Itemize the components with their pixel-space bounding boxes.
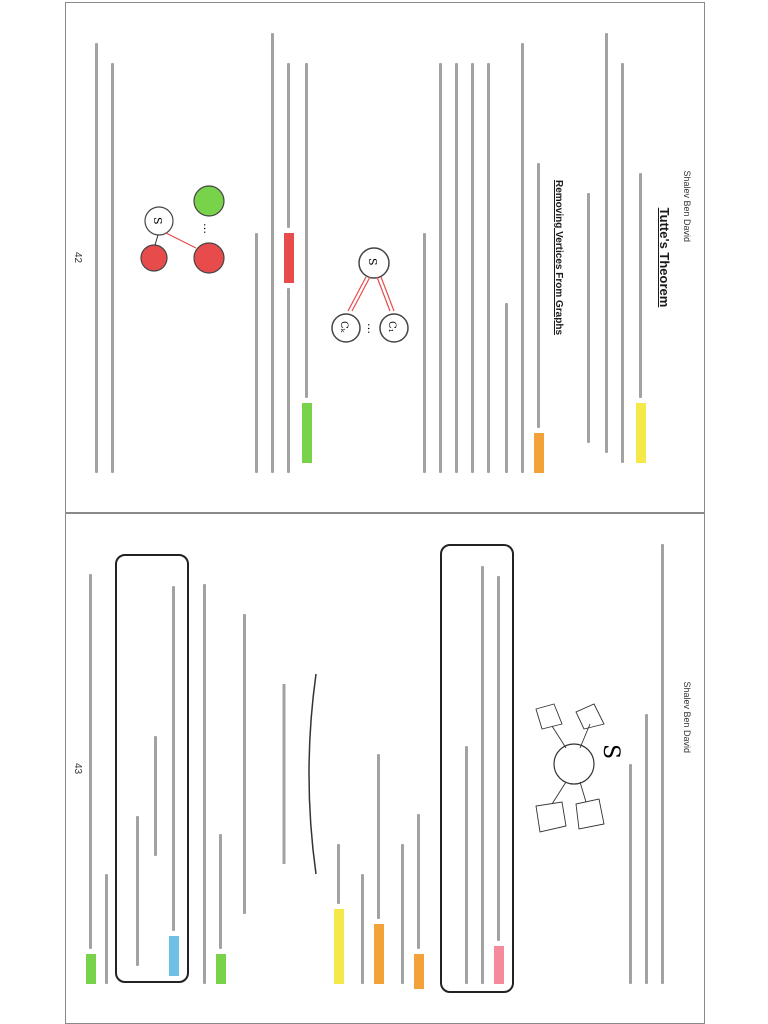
set-s-label: S [598, 744, 623, 760]
component-c1-label: C₁ [386, 321, 397, 333]
text-line [537, 163, 540, 428]
components-figure [324, 233, 414, 373]
text-line [455, 63, 458, 473]
text-line [605, 33, 608, 453]
text-line [521, 43, 524, 473]
svg-text:…: … [201, 223, 214, 234]
odd-component-node [194, 243, 224, 273]
highlight-red [284, 233, 294, 283]
author-name: Shalev Ben David [682, 170, 692, 242]
text-line [401, 844, 404, 984]
even-component-node [194, 186, 224, 216]
text-line [361, 874, 364, 984]
text-line [105, 874, 108, 984]
lemma-box-2 [115, 554, 189, 983]
text-line [423, 233, 426, 473]
text-line [219, 834, 222, 949]
text-line [629, 764, 632, 984]
highlight-factorisable [374, 924, 384, 984]
text-line [95, 43, 98, 473]
text-line [471, 63, 474, 473]
text-line [417, 814, 420, 949]
text-line [439, 63, 442, 473]
page-header [678, 3, 694, 512]
highlight-green [302, 403, 312, 463]
text-line [89, 574, 92, 949]
text-line [305, 63, 308, 398]
highlight-tuttes-theorem [334, 909, 344, 984]
text-line [111, 63, 114, 473]
text-line [255, 233, 258, 473]
dots-label: … [365, 323, 378, 334]
set-s-label: S [366, 258, 379, 266]
section-heading: Removing Vertices From Graphs [553, 179, 564, 336]
highlight-frobenius [636, 403, 646, 463]
text-line [271, 33, 274, 473]
text-line [587, 193, 590, 443]
text-line [377, 754, 380, 919]
text-line [203, 584, 206, 984]
text-line [287, 288, 290, 473]
text-line [243, 614, 246, 914]
highlight-g-minus-s [534, 433, 544, 473]
component-ck-label: Cₖ [338, 321, 349, 333]
highlight-proof [216, 954, 226, 984]
brace-figure [264, 664, 324, 884]
text-line [661, 544, 664, 984]
text-line [337, 844, 340, 904]
odd-components-figure [134, 173, 234, 293]
highlight-green [86, 954, 96, 984]
page-number: 43 [72, 762, 83, 775]
page-header [678, 514, 694, 1023]
odd-component-node [141, 245, 167, 271]
text-line [621, 63, 624, 463]
page-43 [65, 513, 705, 1024]
text-line [487, 63, 490, 473]
graph-figure [524, 684, 624, 844]
page-42 [65, 2, 705, 513]
text-line [505, 303, 508, 473]
page-title: Tutte's Theorem [657, 207, 672, 308]
highlight-lemma [494, 946, 504, 984]
highlight-lemma-2 [169, 936, 179, 976]
highlight-c-g [414, 954, 424, 989]
lemma-box [440, 544, 514, 993]
text-line [287, 63, 290, 228]
text-line [645, 714, 648, 984]
page-number: 42 [72, 251, 83, 264]
text-line [639, 173, 642, 398]
author-name: Shalev Ben David [682, 681, 692, 753]
set-s-label: S [151, 217, 164, 225]
